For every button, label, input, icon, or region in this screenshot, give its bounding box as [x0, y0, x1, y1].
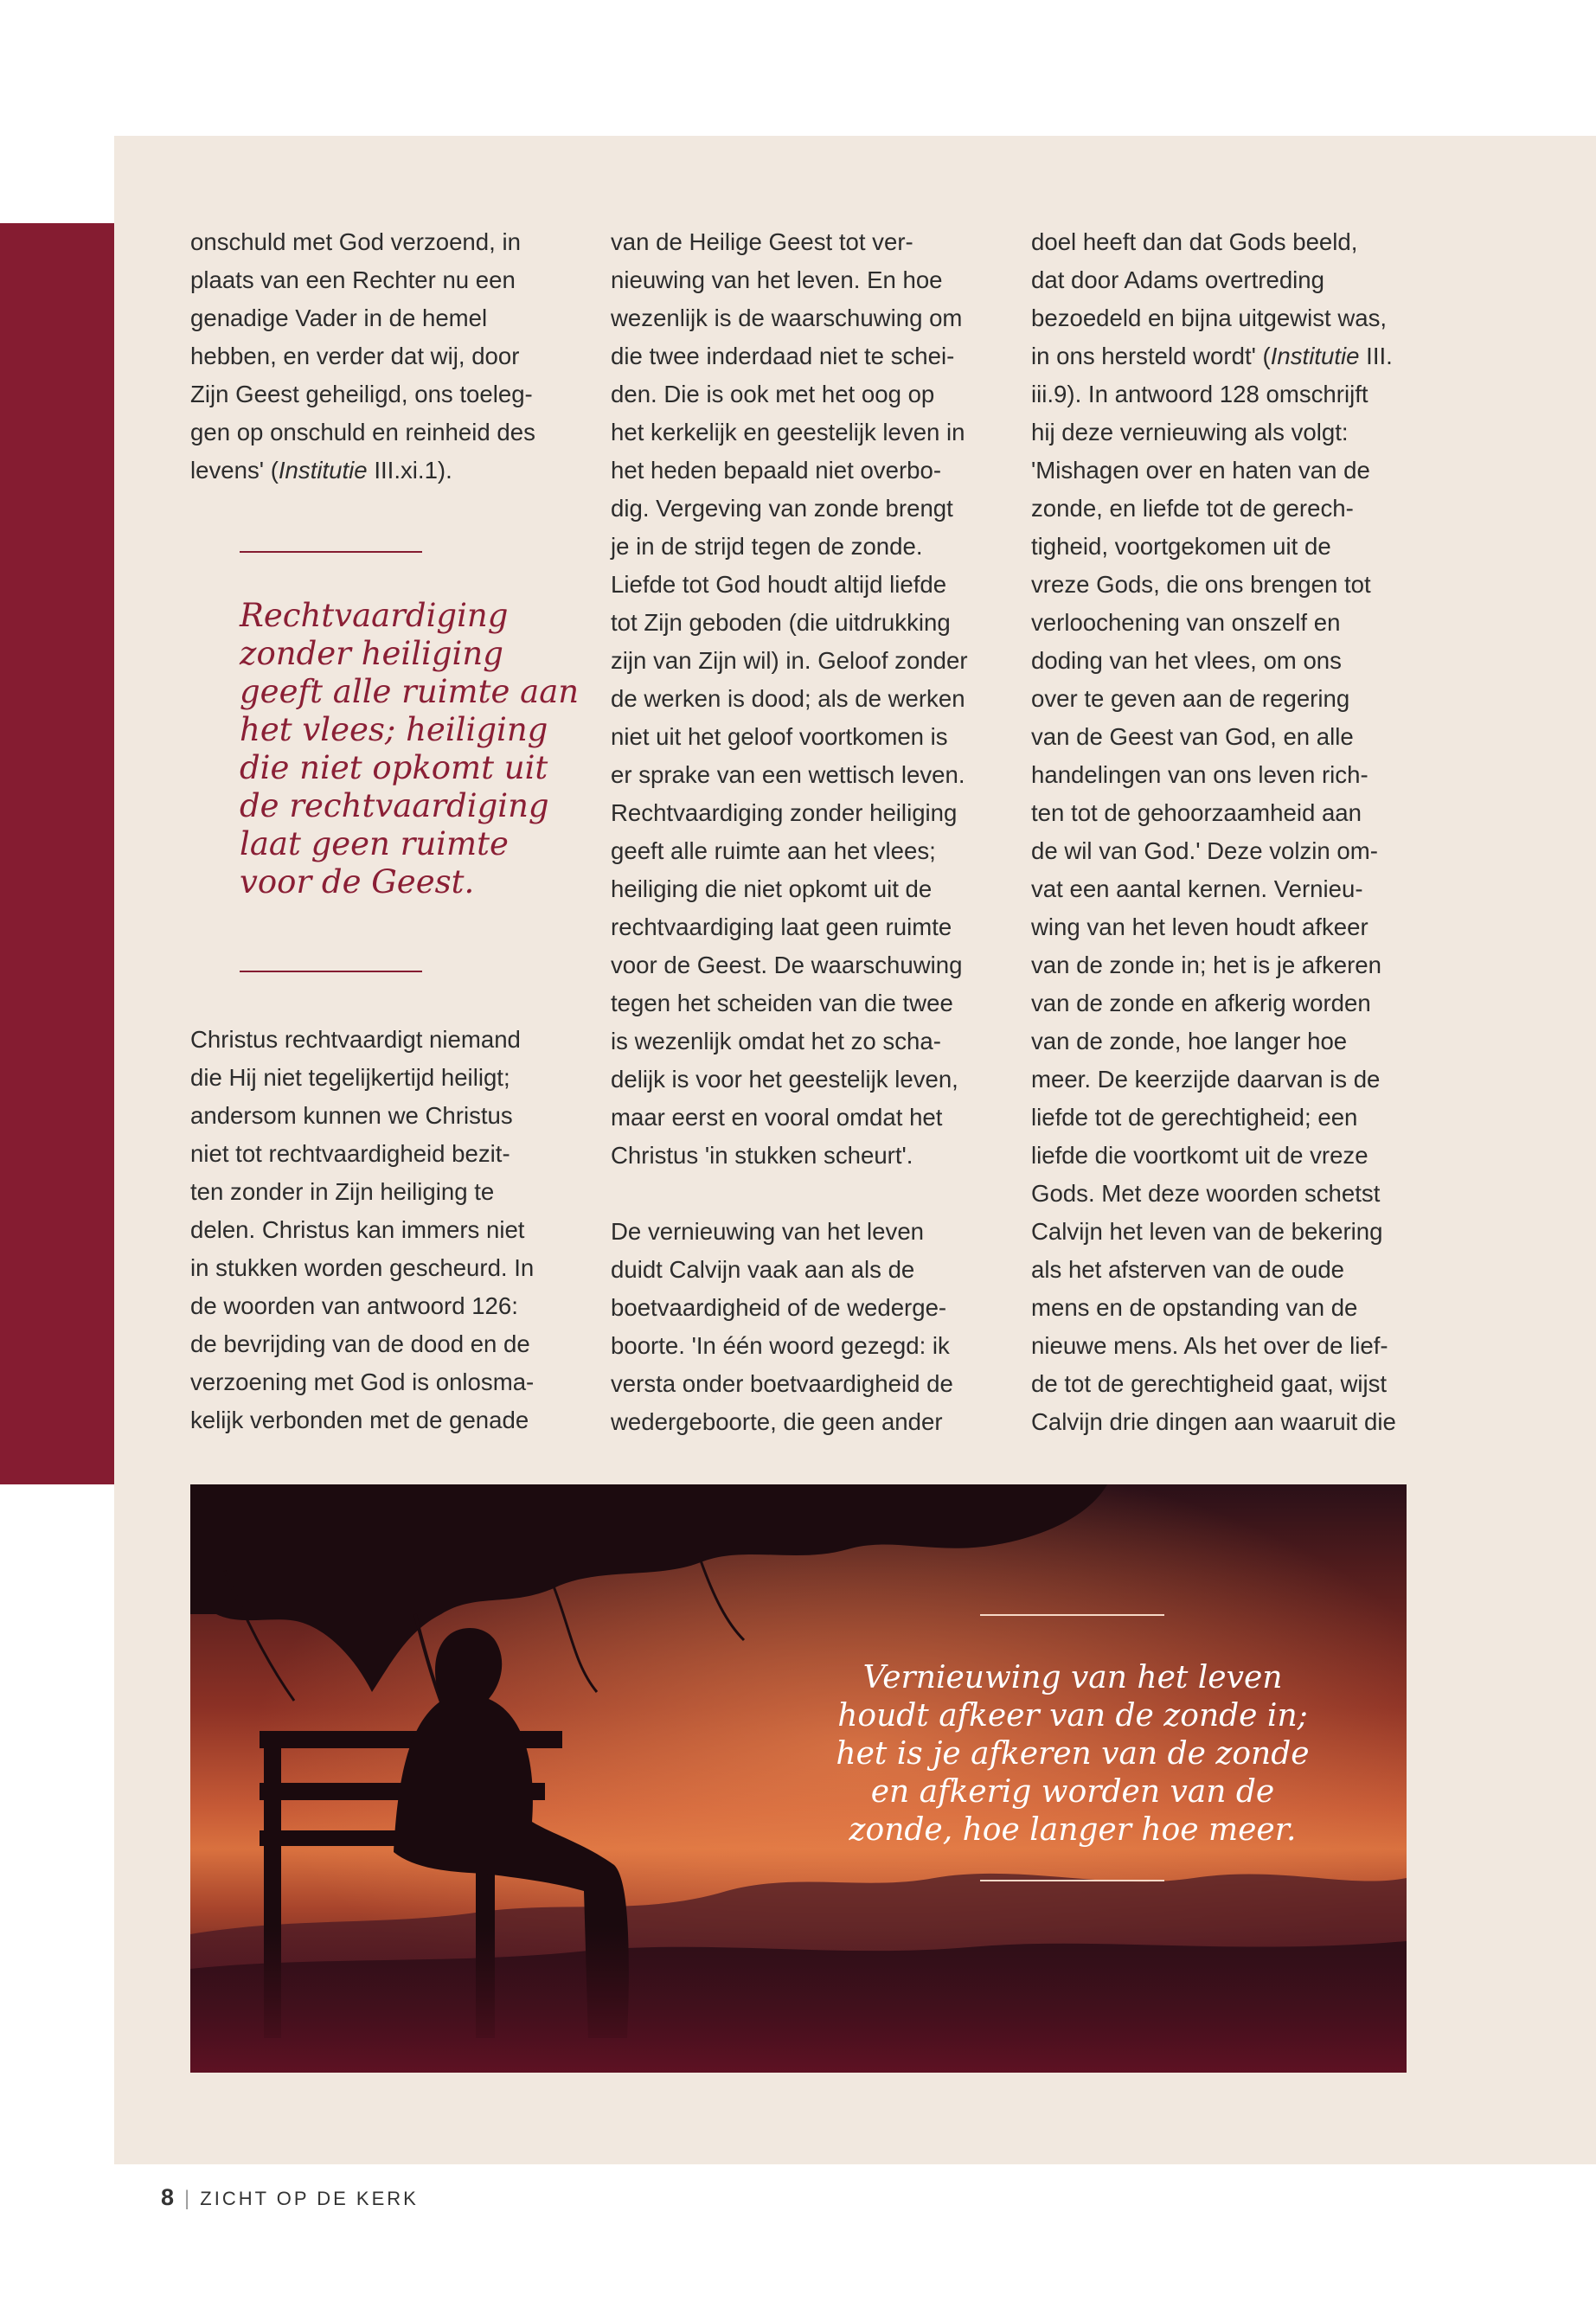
col1-line: plaats van een Rechter nu een [190, 266, 516, 293]
col1-line: ten zonder in Zijn heiliging te [190, 1178, 495, 1205]
col2-line: rechtvaardiging laat geen ruimte [611, 913, 952, 940]
col3-line: Gods. Met deze woorden schetst [1031, 1180, 1381, 1207]
col3-line: van de Geest van God, en alle [1031, 723, 1354, 750]
col2-line: het kerkelijk en geestelijk leven in [611, 419, 965, 445]
col3-line: zonde, en liefde tot de gerech- [1031, 495, 1354, 522]
col1-line: verzoening met God is onlosma- [190, 1368, 535, 1395]
col3-citation-line [1031, 337, 1412, 375]
col2-line: tegen het scheiden van die twee [611, 990, 953, 1016]
col1-citation-line [190, 452, 571, 490]
magazine-name: ZICHT OP DE KERK [200, 2188, 419, 2209]
col3-line: tigheid, voortgekomen uit de [1031, 533, 1331, 560]
col1-line: de woorden van antwoord 126: [190, 1292, 518, 1319]
col1-line: niet tot rechtvaardigheid bezit- [190, 1140, 510, 1167]
col2-line: Liefde tot God houdt altijd liefde [611, 571, 947, 598]
image-quote-line: zonde, hoe langer hoe meer. [849, 1812, 1297, 1848]
col2-line: De vernieuwing van het leven [611, 1218, 925, 1245]
col3-line: handelingen van ons leven rich- [1031, 761, 1368, 788]
col2-line: die twee inderdaad niet te schei- [611, 343, 955, 369]
col1-line: kelijk verbonden met de genade [190, 1407, 529, 1433]
pullquote-line: geeft alle ruimte aan [240, 673, 580, 710]
col2-line: van de Heilige Geest tot ver- [611, 228, 913, 255]
pullquote-line: laat geen ruimte [240, 825, 509, 862]
col3-line: hij deze vernieuwing als volgt: [1031, 419, 1349, 445]
pullquote [240, 597, 580, 901]
col3-line: doding van het vlees, om ons [1031, 647, 1342, 674]
pullquote-line: die niet opkomt uit [240, 749, 548, 786]
pullquote-line: zonder heiliging [240, 635, 503, 672]
col3-line: van de zonde, hoe langer hoe [1031, 1028, 1348, 1054]
text-column-1 [190, 223, 571, 490]
col3-line: doel heeft dan dat Gods beeld, [1031, 228, 1358, 255]
col2-line: is wezenlijk omdat het zo scha- [611, 1028, 941, 1054]
image-quote-line: Vernieuwing van het leven [862, 1660, 1283, 1695]
image-quote-line: en afkerig worden van de [870, 1774, 1275, 1810]
col3-line: 'Mishagen over en haten van de [1031, 457, 1370, 484]
col3-line: de wil van God.' Deze volzin om- [1031, 837, 1378, 864]
col1-line: in stukken worden gescheurd. In [190, 1254, 535, 1281]
col3-line: als het afsterven van de oude [1031, 1256, 1345, 1283]
image-quote-line: het is je afkeren van de zonde [836, 1736, 1310, 1772]
col3-line: vat een aantal kernen. Vernieu- [1031, 875, 1363, 902]
pullquote-line: de rechtvaardiging [240, 787, 549, 824]
col1-line: genadige Vader in de hemel [190, 304, 488, 331]
pullquote-line: voor de Geest. [240, 863, 475, 901]
col3-line: nieuwe mens. Als het over de lief- [1031, 1332, 1388, 1359]
col2-line: Christus 'in stukken scheurt'. [611, 1142, 913, 1169]
col2-line: maar eerst en vooral omdat het [611, 1104, 943, 1131]
pullquote-line: Rechtvaardiging [240, 597, 509, 634]
citation-pre: levens' ( [190, 457, 279, 484]
pullquote-line: het vlees; heiliging [240, 711, 548, 748]
col2-line: het heden bepaald niet overbo- [611, 457, 942, 484]
col2-line: delijk is voor het geestelijk leven, [611, 1066, 958, 1093]
col3-line: liefde tot de gerechtigheid; een [1031, 1104, 1358, 1131]
col2-line: zijn van Zijn wil) in. Geloof zonder [611, 647, 968, 674]
citation-ref: III.xi.1). [367, 457, 452, 484]
col3-line: Calvijn het leven van de bekering [1031, 1218, 1383, 1245]
col3-line: van de zonde in; het is je afkeren [1031, 952, 1381, 978]
col2-line: wedergeboorte, die geen ander [611, 1408, 943, 1435]
citation-title: Institutie [278, 457, 368, 484]
col1-line: onschuld met God verzoend, in [190, 228, 521, 255]
col1-line: delen. Christus kan immers niet [190, 1216, 525, 1243]
image-quote-line: houdt afkeer van de zonde in; [837, 1698, 1308, 1734]
col3-line: van de zonde en afkerig worden [1031, 990, 1371, 1016]
col2-line: de werken is dood; als de werken [611, 685, 965, 712]
image-quote-top-rule [980, 1614, 1164, 1616]
col3-line: bezoedeld en bijna uitgewist was, [1031, 304, 1388, 331]
col2-line: Rechtvaardiging zonder heiliging [611, 799, 958, 826]
col3-line: vreze Gods, die ons brengen tot [1031, 571, 1371, 598]
col3-line: iii.9). In antwoord 128 omschrijft [1031, 381, 1368, 407]
col3-line: de tot de gerechtigheid gaat, wijst [1031, 1370, 1388, 1397]
text-column-1-continued [190, 1021, 571, 1439]
col3-line: ten tot de gehoorzaamheid aan [1031, 799, 1362, 826]
col2-line: voor de Geest. De waarschuwing [611, 952, 963, 978]
col2-line: niet uit het geloof voortkomen is [611, 723, 948, 750]
col1-line: hebben, en verder dat wij, door [190, 343, 520, 369]
footer-separator: | [184, 2187, 190, 2210]
paragraph-gap [611, 1175, 991, 1213]
image-quote-bottom-rule [980, 1880, 1164, 1881]
pullquote-top-rule [240, 551, 422, 553]
image-pullquote [830, 1659, 1315, 1849]
col3-line: dat door Adams overtreding [1031, 266, 1324, 293]
col2-line: er sprake van een wettisch leven. [611, 761, 965, 788]
col2-line: dig. Vergeving van zonde brengt [611, 495, 953, 522]
col2-line: den. Die is ook met het oog op [611, 381, 935, 407]
col2-line: heiliging die niet opkomt uit de [611, 875, 933, 902]
col3-line: Calvijn drie dingen aan waaruit die [1031, 1408, 1396, 1435]
citation-title: Institutie [1270, 343, 1360, 369]
col2-line: je in de strijd tegen de zonde. [611, 533, 923, 560]
col2-line: geeft alle ruimte aan het vlees; [611, 837, 936, 864]
col1-line: gen op onschuld en reinheid des [190, 419, 535, 445]
page-footer [161, 2183, 419, 2211]
col2-line: duidt Calvijn vaak aan als de [611, 1256, 915, 1283]
col2-line: boetvaardigheid of de wederge- [611, 1294, 947, 1321]
col3-line: liefde die voortkomt uit de vreze [1031, 1142, 1368, 1169]
col3-line: mens en de opstanding van de [1031, 1294, 1358, 1321]
citation-pre: in ons hersteld wordt' ( [1031, 343, 1271, 369]
col2-line: nieuwing van het leven. En hoe [611, 266, 943, 293]
col3-line: meer. De keerzijde daarvan is de [1031, 1066, 1381, 1093]
pullquote-bottom-rule [240, 971, 422, 972]
col1-line: de bevrijding van de dood en de [190, 1330, 530, 1357]
accent-bar [0, 223, 114, 1484]
col1-line: Zijn Geest geheiligd, ons toeleg- [190, 381, 533, 407]
col1-line: die Hij niet tegelijkertijd heiligt; [190, 1064, 510, 1091]
text-column-3 [1031, 223, 1412, 1441]
col3-line: wing van het leven houdt afkeer [1031, 913, 1368, 940]
col3-line: over te geven aan de regering [1031, 685, 1350, 712]
col1-line: andersom kunnen we Christus [190, 1102, 513, 1129]
col3-line: verloochening van onszelf en [1031, 609, 1341, 636]
citation-ref: III. [1359, 343, 1393, 369]
col2-line: tot Zijn geboden (die uitdrukking [611, 609, 951, 636]
col2-line: versta onder boetvaardigheid de [611, 1370, 953, 1397]
text-column-2 [611, 223, 991, 1441]
col2-line: wezenlijk is de waarschuwing om [611, 304, 963, 331]
page-number: 8 [161, 2184, 175, 2210]
col1-line: Christus rechtvaardigt niemand [190, 1026, 521, 1053]
col2-line: boorte. 'In één woord gezegd: ik [611, 1332, 950, 1359]
